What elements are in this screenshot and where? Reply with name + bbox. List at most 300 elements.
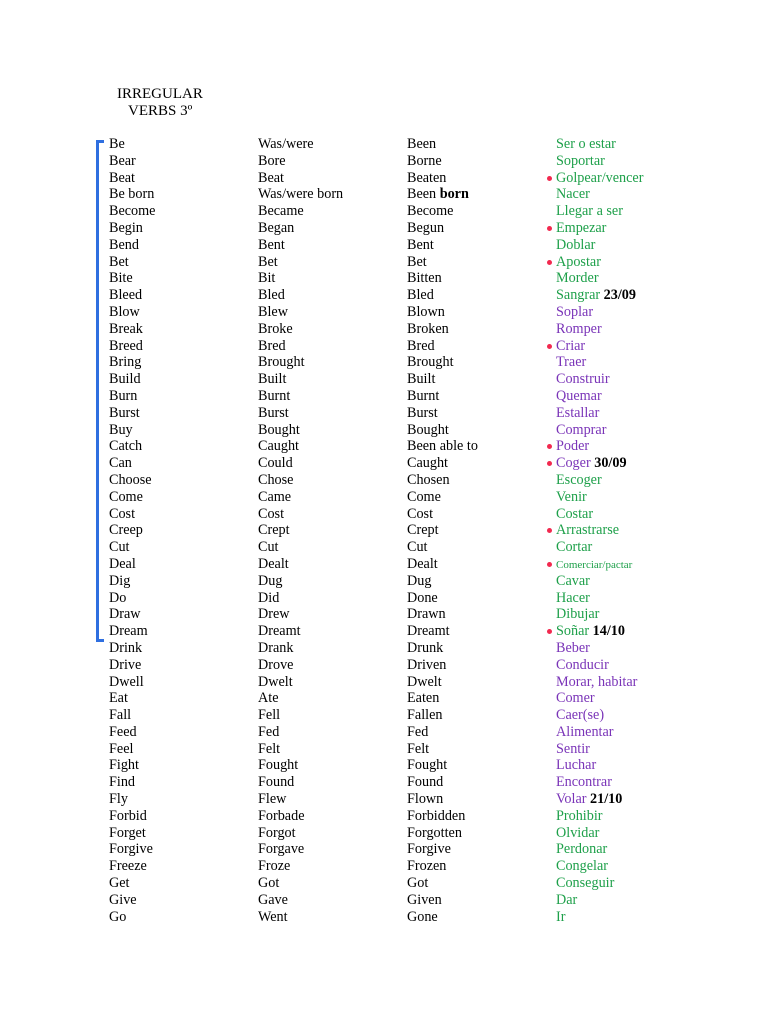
past-simple: Drank <box>258 639 294 656</box>
spanish-translation <box>556 522 619 539</box>
past-participle: Found <box>407 774 444 791</box>
base-form: Forbid <box>109 807 147 824</box>
past-participle: Flown <box>407 791 444 808</box>
spanish-translation <box>556 875 614 892</box>
past-simple: Went <box>258 908 288 925</box>
spanish-translation <box>556 321 602 338</box>
verb-row <box>0 472 768 489</box>
past-simple: Drove <box>258 656 294 673</box>
base-form: Fall <box>109 707 132 724</box>
spanish-translation <box>556 472 602 489</box>
translation-text: Cortar <box>556 539 593 556</box>
past-simple: Fed <box>258 723 280 740</box>
translation-text: Prohibir <box>556 807 603 824</box>
base-form: Be <box>109 136 125 152</box>
base-form: Catch <box>109 438 143 455</box>
verb-row <box>0 203 768 220</box>
verb-row <box>0 741 768 758</box>
past-simple: Chose <box>258 471 294 488</box>
spanish-translation <box>556 757 596 774</box>
base-form: Cut <box>109 539 130 556</box>
spanish-translation <box>556 186 590 203</box>
verb-row <box>0 422 768 439</box>
spanish-translation <box>556 573 590 590</box>
past-simple: Got <box>258 875 280 892</box>
spanish-translation <box>556 220 606 237</box>
translation-text: Encontrar <box>556 774 612 791</box>
verb-row <box>0 136 768 153</box>
base-form: Build <box>109 371 141 388</box>
translation-text: Romper <box>556 320 602 337</box>
past-participle: Bet <box>407 253 427 270</box>
date-note: 23/09 <box>603 287 636 304</box>
past-simple: Cost <box>258 505 285 522</box>
base-form: Forgive <box>109 841 153 858</box>
verb-row <box>0 623 768 640</box>
verb-row <box>0 170 768 187</box>
verb-row <box>0 556 768 573</box>
spanish-translation <box>556 690 595 707</box>
base-form: Bite <box>109 270 133 287</box>
past-participle: Fought <box>407 757 448 774</box>
base-form: Deal <box>109 555 136 572</box>
past-participle: Beaten <box>407 169 447 186</box>
base-form: Freeze <box>109 858 147 875</box>
spanish-translation <box>556 825 599 842</box>
verb-row <box>0 522 768 539</box>
past-simple: Brought <box>258 354 305 371</box>
translation-text: Dar <box>556 891 578 908</box>
base-form: Creep <box>109 522 143 539</box>
past-simple: Bled <box>258 287 285 304</box>
past-simple: Bet <box>258 253 278 270</box>
base-form: Do <box>109 589 127 606</box>
spanish-translation <box>556 405 599 422</box>
translation-text: Beber <box>556 639 590 656</box>
translation-text: Soñar <box>556 623 590 640</box>
past-participle: Blown <box>407 303 445 320</box>
translation-text: Conseguir <box>556 875 615 892</box>
verb-row <box>0 690 768 707</box>
verb-row <box>0 640 768 657</box>
base-form: Choose <box>109 471 152 488</box>
past-simple: Could <box>258 455 293 472</box>
past-participle-text: Been <box>407 186 437 203</box>
verb-row <box>0 405 768 422</box>
red-dot-marker <box>547 226 552 231</box>
past-participle: Dwelt <box>407 673 442 690</box>
past-participle: Bred <box>407 337 435 354</box>
past-participle: Fallen <box>407 707 443 724</box>
spanish-translation <box>556 707 604 724</box>
past-participle: Broken <box>407 320 449 337</box>
past-simple: Bent <box>258 236 285 253</box>
past-participle <box>407 186 469 203</box>
base-form: Burn <box>109 387 138 404</box>
past-simple: Forgot <box>258 824 296 841</box>
past-simple: Bought <box>258 421 300 438</box>
base-form: Buy <box>109 421 133 438</box>
past-participle: Caught <box>407 455 448 472</box>
verb-row <box>0 506 768 523</box>
past-simple: Caught <box>258 438 299 455</box>
spanish-translation <box>556 791 622 808</box>
past-participle: Forbidden <box>407 807 466 824</box>
verb-row <box>0 220 768 237</box>
past-simple: Dug <box>258 572 283 589</box>
past-simple: Bred <box>258 337 286 354</box>
verb-row <box>0 573 768 590</box>
past-participle: Crept <box>407 522 439 539</box>
verb-row <box>0 270 768 287</box>
translation-text: Cavar <box>556 572 590 589</box>
past-simple: Bore <box>258 152 286 169</box>
translation-text: Sangrar <box>556 287 601 304</box>
spanish-translation <box>556 606 599 623</box>
translation-text: Doblar <box>556 236 596 253</box>
spanish-translation <box>556 909 565 926</box>
base-form: Drive <box>109 656 142 673</box>
translation-text: Congelar <box>556 858 609 875</box>
verb-row <box>0 388 768 405</box>
verb-row <box>0 606 768 623</box>
translation-text: Volar <box>556 791 587 808</box>
verb-row <box>0 858 768 875</box>
past-participle: Felt <box>407 740 430 757</box>
spanish-translation <box>556 237 595 254</box>
translation-text: Nacer <box>556 186 590 203</box>
verb-row <box>0 539 768 556</box>
translation-text: Quemar <box>556 387 602 404</box>
translation-text: Ser o estar <box>556 136 616 152</box>
base-form: Can <box>109 455 132 472</box>
translation-text: Alimentar <box>556 723 614 740</box>
translation-text: Comprar <box>556 421 607 438</box>
translation-text: Soplar <box>556 303 594 320</box>
past-simple: Felt <box>258 740 281 757</box>
spanish-translation <box>556 270 599 287</box>
translation-text: Poder <box>556 438 590 455</box>
spanish-translation <box>556 808 603 825</box>
base-form: Eat <box>109 690 128 707</box>
past-simple: Flew <box>258 791 287 808</box>
past-participle: Been <box>407 136 437 152</box>
spanish-translation <box>556 892 577 909</box>
base-form: Feed <box>109 723 137 740</box>
spanish-translation <box>556 724 614 741</box>
spanish-translation <box>556 455 627 472</box>
verb-row <box>0 455 768 472</box>
spanish-translation <box>556 556 632 574</box>
verb-row <box>0 153 768 170</box>
base-form: Fight <box>109 757 139 774</box>
base-form: Bet <box>109 253 129 270</box>
translation-text: Criar <box>556 337 586 354</box>
spanish-translation <box>556 371 610 388</box>
past-participle: Gone <box>407 908 438 925</box>
spanish-translation <box>556 590 590 607</box>
spanish-translation <box>556 640 590 657</box>
translation-text: Ir <box>556 908 566 925</box>
base-form: Break <box>109 320 143 337</box>
past-simple: Did <box>258 589 280 606</box>
spanish-translation <box>556 489 587 506</box>
verb-row <box>0 825 768 842</box>
past-participle: Burnt <box>407 387 440 404</box>
verb-table <box>0 136 768 925</box>
translation-text: Escoger <box>556 471 602 488</box>
past-participle: Got <box>407 875 429 892</box>
base-form: Bring <box>109 354 142 371</box>
verb-row <box>0 841 768 858</box>
spanish-translation <box>556 657 609 674</box>
past-simple: Dealt <box>258 555 289 572</box>
past-simple: Bit <box>258 270 276 287</box>
base-form: Bear <box>109 152 136 169</box>
past-simple: Became <box>258 203 304 220</box>
past-simple: Blew <box>258 303 288 320</box>
verb-row <box>0 657 768 674</box>
base-form: Dream <box>109 623 148 640</box>
red-dot-marker <box>547 562 552 567</box>
past-simple: Came <box>258 488 292 505</box>
translation-text: Sentir <box>556 740 590 757</box>
translation-text: Arrastrarse <box>556 522 620 539</box>
verb-row <box>0 304 768 321</box>
spanish-translation <box>556 153 605 170</box>
spanish-translation <box>556 741 590 758</box>
red-dot-marker <box>547 461 552 466</box>
translation-text: Costar <box>556 505 594 522</box>
past-participle: Been able to <box>407 438 478 455</box>
spanish-translation <box>556 506 593 523</box>
verb-row <box>0 707 768 724</box>
past-simple: Cut <box>258 539 279 556</box>
verb-row <box>0 909 768 926</box>
spanish-translation <box>556 254 601 271</box>
verb-row <box>0 892 768 909</box>
spanish-translation <box>556 422 606 439</box>
past-simple: Gave <box>258 891 288 908</box>
translation-text: Dibujar <box>556 606 600 623</box>
verb-row <box>0 287 768 304</box>
base-form: Give <box>109 891 137 908</box>
past-simple: Was/were <box>258 136 314 152</box>
base-form: Blow <box>109 303 140 320</box>
base-form: Dig <box>109 572 131 589</box>
past-simple: Burnt <box>258 387 291 404</box>
date-note: 14/10 <box>592 623 625 640</box>
verb-row <box>0 186 768 203</box>
verb-row <box>0 254 768 271</box>
translation-text: Golpear/vencer <box>556 169 644 186</box>
past-participle: Eaten <box>407 690 440 707</box>
translation-text: Soportar <box>556 152 605 169</box>
verb-row <box>0 875 768 892</box>
past-participle: Built <box>407 371 436 388</box>
base-form: Bend <box>109 236 139 253</box>
past-simple: Drew <box>258 606 290 623</box>
spanish-translation <box>556 841 607 858</box>
spanish-translation <box>556 774 612 791</box>
red-dot-marker <box>547 344 552 349</box>
past-simple: Forbade <box>258 807 305 824</box>
spanish-translation <box>556 388 602 405</box>
date-note: 21/10 <box>590 791 623 808</box>
base-form: Dwell <box>109 673 144 690</box>
translation-text: Conducir <box>556 656 609 673</box>
past-participle: Chosen <box>407 471 450 488</box>
translation-text: Comerciar/pactar <box>556 558 633 571</box>
base-form: Burst <box>109 404 140 421</box>
past-simple: Was/were born <box>258 186 344 203</box>
red-dot-marker <box>547 629 552 634</box>
verb-row <box>0 371 768 388</box>
verb-row <box>0 354 768 371</box>
past-participle: Forgotten <box>407 824 462 841</box>
translation-text: Llegar a ser <box>556 203 623 220</box>
past-participle: Cut <box>407 539 428 556</box>
past-participle: Become <box>407 203 454 220</box>
past-participle: Driven <box>407 656 447 673</box>
past-participle: Dreamt <box>407 623 450 640</box>
base-form: Come <box>109 488 143 505</box>
past-simple: Dwelt <box>258 673 293 690</box>
base-form: Draw <box>109 606 141 623</box>
verb-row <box>0 674 768 691</box>
translation-text: Construir <box>556 371 610 388</box>
verb-row <box>0 438 768 455</box>
spanish-translation <box>556 674 637 691</box>
base-form: Get <box>109 875 130 892</box>
past-participle: Begun <box>407 219 445 236</box>
past-participle: Drunk <box>407 639 444 656</box>
translation-text: Morar, habitar <box>556 673 638 690</box>
base-form: Forget <box>109 824 146 841</box>
spanish-translation <box>556 304 593 321</box>
past-participle: Borne <box>407 152 442 169</box>
red-dot-marker <box>547 444 552 449</box>
translation-text: Apostar <box>556 253 601 270</box>
translation-text: Morder <box>556 270 599 287</box>
translation-text: Hacer <box>556 589 590 606</box>
base-form: Drink <box>109 639 143 656</box>
past-participle: Burst <box>407 404 438 421</box>
translation-text: Estallar <box>556 404 600 421</box>
past-participle: Bled <box>407 287 434 304</box>
verb-row <box>0 237 768 254</box>
verb-row <box>0 321 768 338</box>
base-form: Fly <box>109 791 128 808</box>
past-simple: Broke <box>258 320 293 337</box>
red-dot-marker <box>547 528 552 533</box>
past-participle: Bitten <box>407 270 442 287</box>
past-participle: Drawn <box>407 606 446 623</box>
spanish-translation <box>556 539 592 556</box>
spanish-translation <box>556 623 625 640</box>
past-simple: Beat <box>258 169 284 186</box>
spanish-translation <box>556 136 616 153</box>
date-note: 30/09 <box>594 455 627 472</box>
base-form: Cost <box>109 505 136 522</box>
base-form: Be born <box>109 186 155 203</box>
past-simple: Forgave <box>258 841 305 858</box>
past-simple: Found <box>258 774 295 791</box>
translation-text: Traer <box>556 354 587 371</box>
translation-text: Empezar <box>556 219 607 236</box>
past-participle: Given <box>407 891 442 908</box>
past-participle-bold: born <box>439 186 469 203</box>
base-form: Beat <box>109 169 135 186</box>
past-participle: Fed <box>407 723 429 740</box>
past-simple: Froze <box>258 858 291 875</box>
spanish-translation <box>556 203 623 220</box>
base-form: Find <box>109 774 136 791</box>
past-participle: Dealt <box>407 555 438 572</box>
base-form: Feel <box>109 740 134 757</box>
spanish-translation <box>556 438 589 455</box>
past-participle: Frozen <box>407 858 447 875</box>
verb-row <box>0 724 768 741</box>
base-form: Bleed <box>109 287 143 304</box>
verb-row <box>0 808 768 825</box>
past-simple: Began <box>258 219 295 236</box>
red-dot-marker <box>547 260 552 265</box>
red-dot-marker <box>547 176 552 181</box>
base-form: Begin <box>109 219 143 236</box>
past-participle: Done <box>407 589 438 606</box>
past-participle: Come <box>407 488 441 505</box>
translation-text: Comer <box>556 690 595 707</box>
verb-row <box>0 774 768 791</box>
spanish-translation <box>556 170 643 187</box>
base-form: Go <box>109 908 127 925</box>
verb-row <box>0 757 768 774</box>
verb-row <box>0 791 768 808</box>
past-participle: Bent <box>407 236 434 253</box>
spanish-translation <box>556 338 585 355</box>
past-simple: Ate <box>258 690 279 707</box>
spanish-translation <box>556 287 636 304</box>
title-line-2: VERBS 3º <box>128 103 193 119</box>
past-simple: Burst <box>258 404 289 421</box>
verb-row <box>0 338 768 355</box>
past-participle: Dug <box>407 572 432 589</box>
past-simple: Fought <box>258 757 299 774</box>
past-simple: Dreamt <box>258 623 301 640</box>
verb-row <box>0 489 768 506</box>
past-participle: Brought <box>407 354 454 371</box>
spanish-translation <box>556 354 586 371</box>
verb-row <box>0 590 768 607</box>
past-participle: Cost <box>407 505 434 522</box>
past-simple: Crept <box>258 522 290 539</box>
past-simple: Fell <box>258 707 281 724</box>
title-line-1: IRREGULAR <box>117 86 203 102</box>
translation-text: Perdonar <box>556 841 608 858</box>
translation-text: Venir <box>556 488 587 505</box>
translation-text: Caer(se) <box>556 707 605 724</box>
past-participle: Bought <box>407 421 449 438</box>
past-simple: Built <box>258 371 287 388</box>
base-form: Become <box>109 203 156 220</box>
past-participle: Forgive <box>407 841 451 858</box>
translation-text: Olvidar <box>556 824 600 841</box>
translation-text: Luchar <box>556 757 597 774</box>
translation-text: Coger <box>556 455 591 472</box>
base-form: Breed <box>109 337 143 354</box>
spanish-translation <box>556 858 608 875</box>
